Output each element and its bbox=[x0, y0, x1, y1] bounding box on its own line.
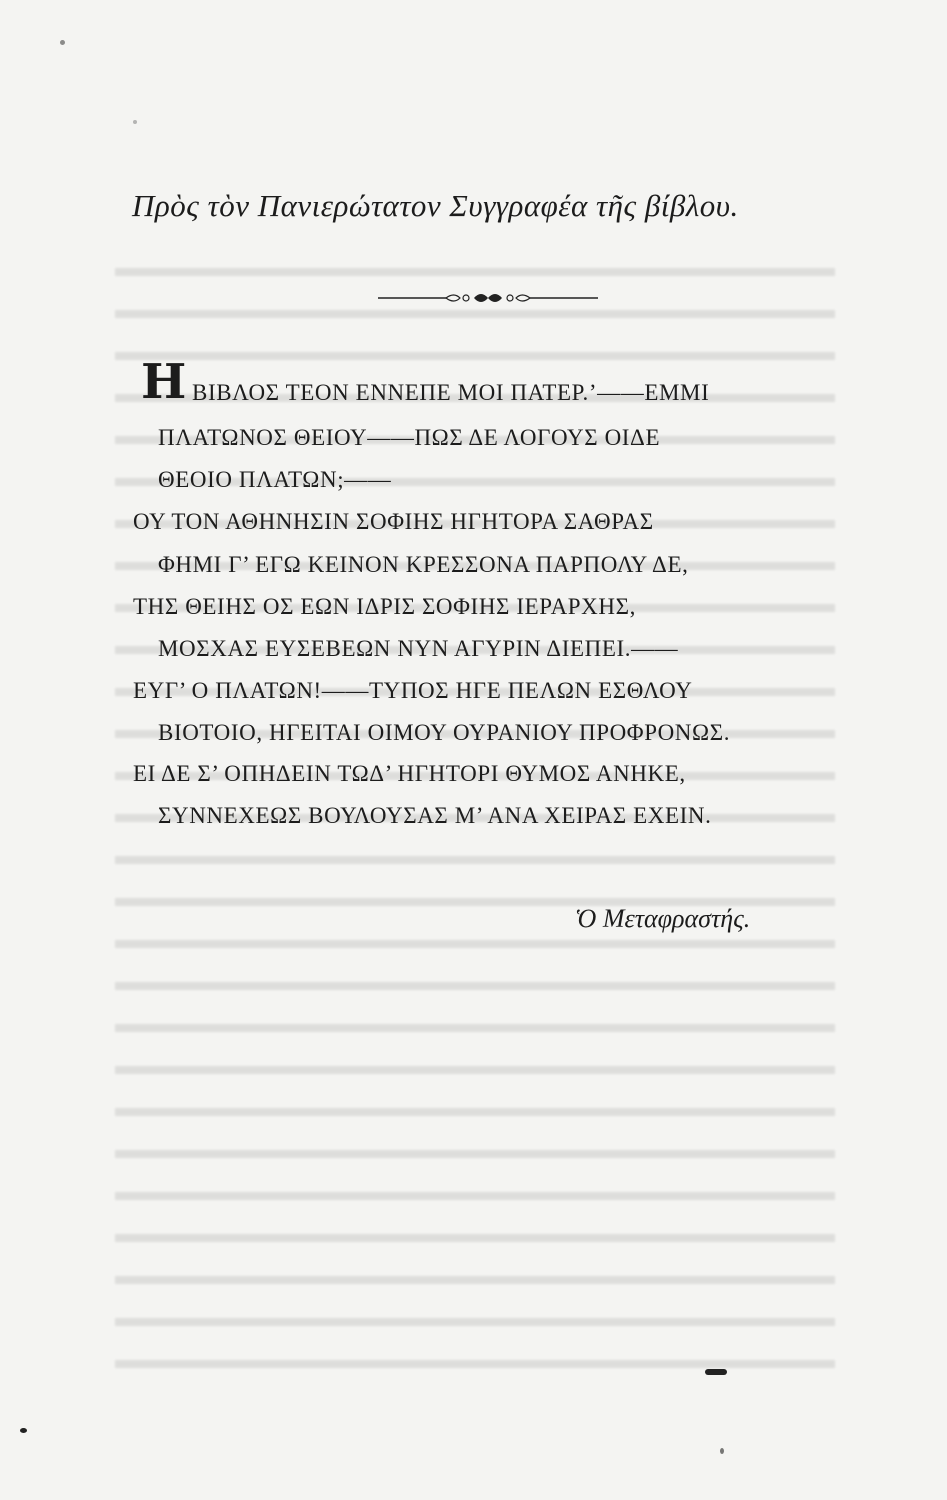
poem-line: ΤΗΣ ΘΕΙΗΣ ΟΣ ΕΩΝ ΙΔΡΙΣ ΣΟΦΙΗΣ ΙΕΡΑΡΧΗΣ, bbox=[133, 594, 636, 619]
ink-speck bbox=[20, 1428, 27, 1433]
ink-speck bbox=[133, 120, 137, 124]
poem-line: ΣΥΝΝΕΧΕΩΣ ΒΟΥΛΟΥΣΑΣ Μ’ ΑΝΑ ΧΕΙΡΑΣ ΕΧΕΙΝ. bbox=[158, 803, 712, 828]
poem-line: ΜΟΣΧΑΣ ΕΥΣΕΒΕΩΝ ΝΥΝ ΑΓΥΡΙΝ ΔΙΕΠΕΙ.—— bbox=[158, 636, 679, 661]
poem-line: ΘΕΟΙΟ ΠΛΑΤΩΝ;—— bbox=[158, 467, 392, 492]
poem-line: ΒΙΒΛΟΣ ΤΕΟΝ ΕΝΝΕΠΕ ΜΟΙ ΠΑΤΕΡ.’——ΕΜΜΙ bbox=[192, 380, 710, 405]
ink-speck bbox=[60, 40, 65, 45]
poem-line: ΕΙ ΔΕ Σ’ ΟΠΗΔΕΙΝ ΤΩΔ’ ΗΓΗΤΟΡΙ ΘΥΜΟΣ ΑΝΗΚΕ, bbox=[133, 761, 686, 786]
poem-line: ΠΛΑΤΩΝΟΣ ΘΕΙΟΥ——ΠΩΣ ΔΕ ΛΟΓΟΥΣ ΟΙΔΕ bbox=[158, 425, 661, 450]
ink-speck bbox=[705, 1369, 727, 1375]
translator-signature: Ὁ Μεταφραστής. bbox=[575, 904, 751, 933]
drop-cap: Η bbox=[141, 354, 187, 410]
decorative-rule-ornament-icon bbox=[378, 288, 598, 308]
ink-speck bbox=[720, 1448, 724, 1454]
poem-line: ΒΙΟΤΟΙΟ, ΗΓΕΙΤΑΙ ΟΙΜΟΥ ΟΥΡΑΝΙΟΥ ΠΡΟΦΡΟΝΩΣ. bbox=[158, 720, 731, 745]
poem-line: ΕΥΓ’ Ο ΠΛΑΤΩΝ!——ΤΥΠΟΣ ΗΓΕ ΠΕΛΩΝ ΕΣΘΛΟΥ bbox=[133, 678, 693, 703]
poem-line: ΦΗΜΙ Γ’ ΕΓΩ ΚΕΙΝΟΝ ΚΡΕΣΣΟΝΑ ΠΑΡΠΟΛΥ ΔΕ, bbox=[158, 552, 689, 577]
page-title: Πρὸς τὸν Πανιερώτατον Συγγραφέα τῆς βίβλου. bbox=[132, 188, 739, 223]
poem-line: ΟΥ ΤΟΝ ΑΘΗΝΗΣΙΝ ΣΟΦΙΗΣ ΗΓΗΤΟΡΑ ΣΑΘΡΑΣ bbox=[133, 509, 654, 534]
